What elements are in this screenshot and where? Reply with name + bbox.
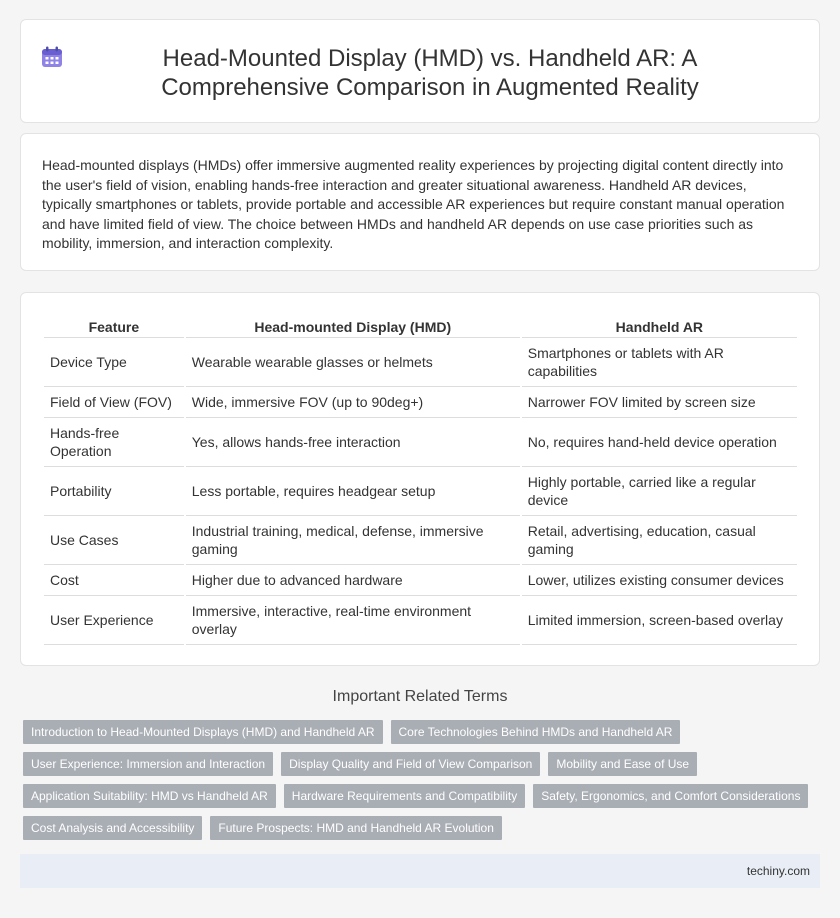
table-row xyxy=(44,418,797,467)
related-term-tag[interactable]: Hardware Requirements and Compatibility xyxy=(284,784,525,808)
title-card xyxy=(20,19,820,123)
related-term-tag[interactable]: Mobility and Ease of Use xyxy=(548,752,697,776)
hmd-cell: Industrial training, medical, defense, immersive gaming xyxy=(186,516,520,565)
hmd-cell: Less portable, requires headgear setup xyxy=(186,467,520,516)
table-header-row xyxy=(44,315,797,338)
feature-cell: Portability xyxy=(44,467,184,516)
table-row xyxy=(44,467,797,516)
related-terms-tags xyxy=(23,720,813,848)
tag-row xyxy=(23,752,813,776)
feature-cell: User Experience xyxy=(44,596,184,645)
tag-row xyxy=(23,816,813,840)
table-row xyxy=(44,387,797,418)
page-title: Head-Mounted Display (HMD) vs. Handheld AR: A Comprehensive Comparison in Augmented Reality xyxy=(161,45,699,101)
handheld-cell: Lower, utilizes existing consumer devices xyxy=(522,565,797,596)
comparison-table xyxy=(42,315,799,645)
handheld-cell: Highly portable, carried like a regular device xyxy=(522,467,797,516)
hmd-cell: Wearable wearable glasses or helmets xyxy=(186,338,520,387)
hmd-cell: Wide, immersive FOV (up to 90deg+) xyxy=(186,387,520,418)
table-row xyxy=(44,565,797,596)
intro-card xyxy=(20,133,820,271)
feature-cell: Cost xyxy=(44,565,184,596)
table-row xyxy=(44,516,797,565)
handheld-cell: Narrower FOV limited by screen size xyxy=(522,387,797,418)
feature-cell: Field of View (FOV) xyxy=(44,387,184,418)
tag-row xyxy=(23,784,813,808)
related-term-tag[interactable]: Introduction to Head-Mounted Displays (HMD) and Handheld AR xyxy=(23,720,383,744)
footer xyxy=(20,854,820,888)
feature-cell: Use Cases xyxy=(44,516,184,565)
related-term-tag[interactable]: Core Technologies Behind HMDs and Handheld AR xyxy=(391,720,681,744)
feature-cell: Device Type xyxy=(44,338,184,387)
table-row xyxy=(44,338,797,387)
header-feature: Feature xyxy=(44,315,184,338)
footer-site-link[interactable]: techiny.com xyxy=(746,864,810,878)
related-term-tag[interactable]: Display Quality and Field of View Comparison xyxy=(281,752,540,776)
related-term-tag[interactable]: Safety, Ergonomics, and Comfort Considerations xyxy=(533,784,808,808)
related-term-tag[interactable]: Future Prospects: HMD and Handheld AR Evolution xyxy=(210,816,501,840)
related-terms-title: Important Related Terms xyxy=(332,688,508,705)
related-term-tag[interactable]: Application Suitability: HMD vs Handheld AR xyxy=(23,784,276,808)
feature-cell: Hands-free Operation xyxy=(44,418,184,467)
handheld-cell: No, requires hand-held device operation xyxy=(522,418,797,467)
handheld-cell: Smartphones or tablets with AR capabilities xyxy=(522,338,797,387)
hmd-cell: Higher due to advanced hardware xyxy=(186,565,520,596)
hmd-cell: Immersive, interactive, real-time environment overlay xyxy=(186,596,520,645)
related-term-tag[interactable]: User Experience: Immersion and Interaction xyxy=(23,752,273,776)
handheld-cell: Limited immersion, screen-based overlay xyxy=(522,596,797,645)
related-term-tag[interactable]: Cost Analysis and Accessibility xyxy=(23,816,202,840)
header-handheld: Handheld AR xyxy=(522,315,797,338)
comparison-card xyxy=(20,292,820,666)
handheld-cell: Retail, advertising, education, casual gaming xyxy=(522,516,797,565)
hmd-cell: Yes, allows hands-free interaction xyxy=(186,418,520,467)
tag-row xyxy=(23,720,813,744)
table-row xyxy=(44,596,797,645)
header-hmd: Head-mounted Display (HMD) xyxy=(186,315,520,338)
intro-paragraph: Head-mounted displays (HMDs) offer immersive augmented reality experiences by projecting digital content directly into the user's field of vision, enabling hands-free interaction and greater situational awareness. Handheld AR devices, typically smartphones or tablets, provide portable and accessible AR experiences but require constant manual operation and have limited field of view. The choice between HMDs and handheld AR depends on use case priorities such as mobility, immersion, and interaction complexity. xyxy=(42,157,785,251)
